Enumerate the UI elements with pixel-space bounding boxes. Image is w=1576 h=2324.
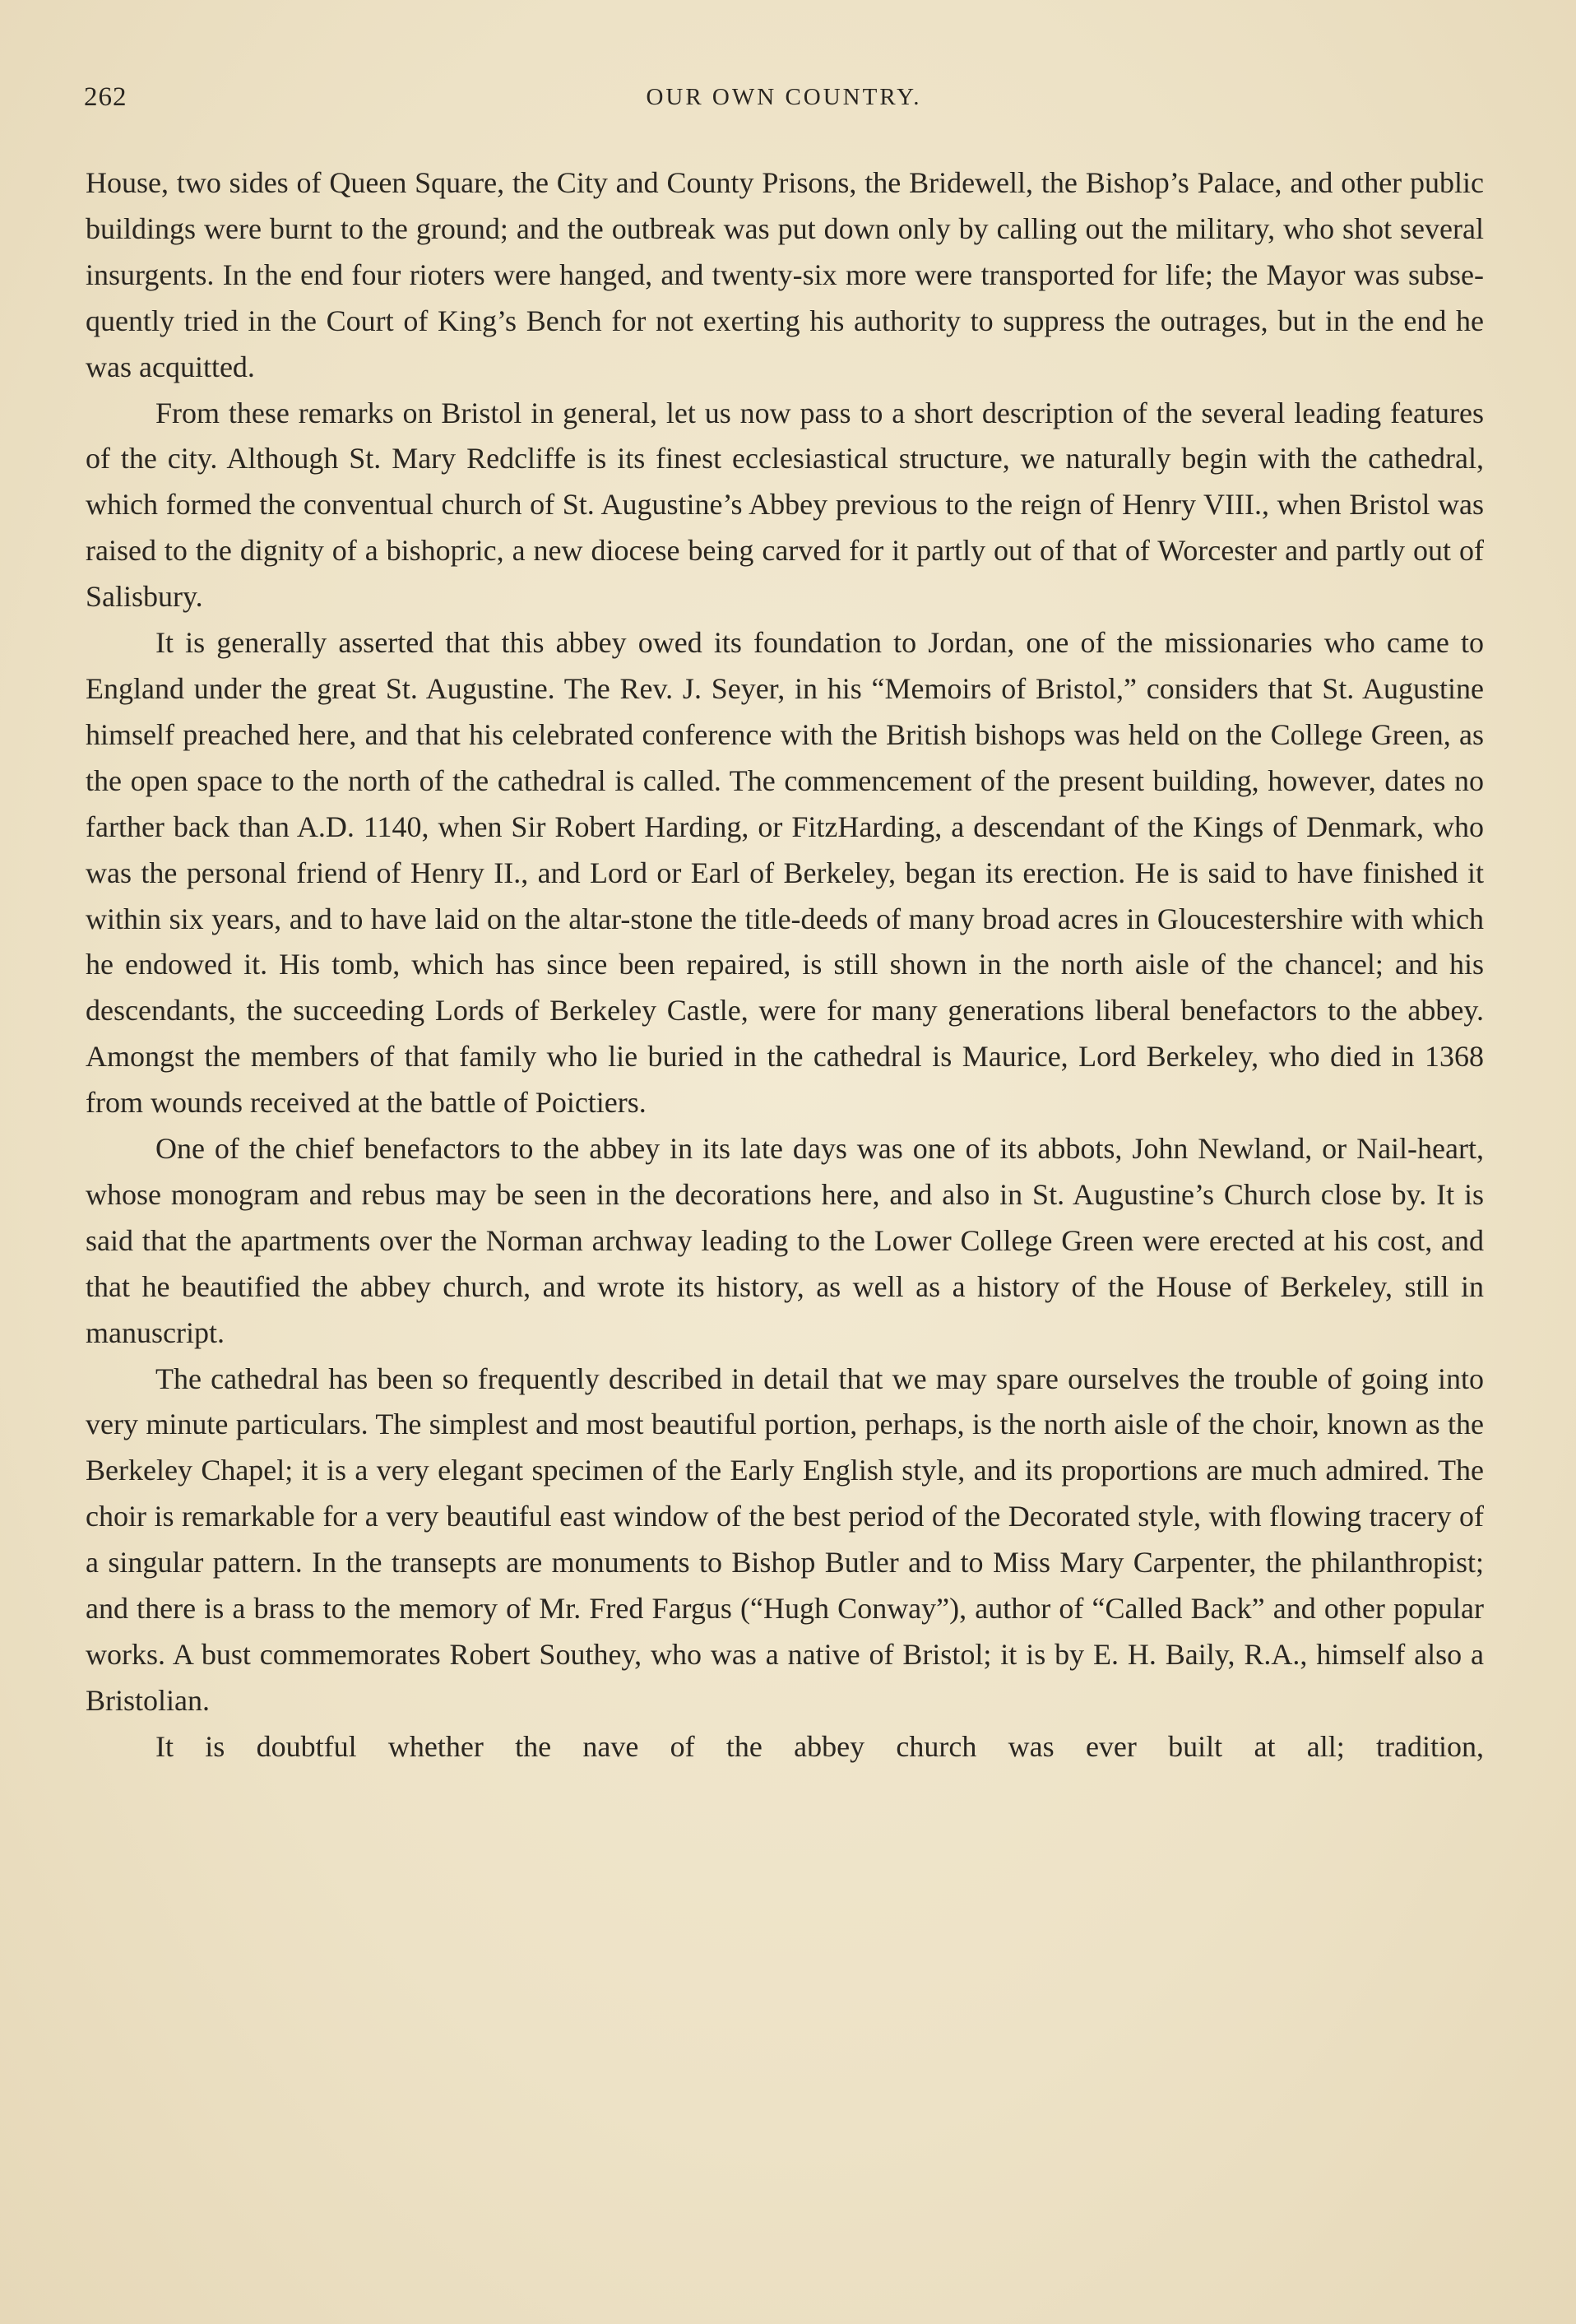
paragraph: One of the chief benefactors to the abbey in its late days was one of its abbots, John Newland, or Nail-heart, whose monogram and rebus may be seen in the decorations here, and also in St. Augustine’s Church close by. It is said that the apartments over the Norman archway leading to the Lower College Green were erected at his cost, and that he beautified the abbey church, and wrote its history, as well as a history of the House of Berkeley, still in manuscript. xyxy=(86,1132,1484,1349)
body-text xyxy=(86,160,1484,1770)
paragraph: From these remarks on Bristol in general, let us now pass to a short description of the several leading features of the city. Although St. Mary Redcliffe is its finest ecclesiastical structure, we naturally begin with the cathedral, which formed the conventual church of St. Augustine’s Abbey previous to the reign of Henry VIII., when Bristol was raised to the dignity of a bishopric, a new diocese being carved for it partly out of that of Worcester and partly out of Salisbury. xyxy=(86,396,1484,614)
paragraph: The cathedral has been so frequently described in detail that we may spare ourselves the trouble of going into very minute particulars. The simplest and most beautiful portion, perhaps, is the north aisle of the choir, known as the Berkeley Chapel; it is a very elegant specimen of the Early English style, and its proportions are much admired. The choir is remarkable for a very beautiful east window of the best period of the Decorated style, with flowing tracery of a singular pattern. In the transepts are monuments to Bishop Butler and to Miss Mary Carpenter, the philanthropist; and there is a brass to the memory of Mr. Fred Fargus (“Hugh Conway”), author of “Called Back” and other popular works. A bust commemorates Robert Southey, who was a native of Bristol; it is by E. H. Baily, R.A., himself also a Bristolian. xyxy=(86,1361,1484,1717)
running-title: OUR OWN COUNTRY. xyxy=(646,84,922,110)
paragraph: House, two sides of Queen Square, the City and County Prisons, the Bridewell, the Bishop’s Palace, and other public buildings were burnt to the ground; and the outbreak was put down only by calling out the military, who shot several insurgents. In the end four rioters were hanged, and twenty-six more were transported for life; the Mayor was subsequently tried in the Court of King’s Bench for not exerting his authority to suppress the outrages, but in the end he was acquitted. xyxy=(86,166,1484,383)
paragraph: It is doubtful whether the nave of the abbey church was ever built at all; tradition, xyxy=(155,1729,1484,1763)
page-header xyxy=(84,82,1484,132)
page-number: 262 xyxy=(84,82,127,112)
paragraph: It is generally asserted that this abbey owed its foundation to Jordan, one of the missionaries who came to England under the great St. Augustine. The Rev. J. Seyer, in his “Memoirs of Bristol,” considers that St. Augustine himself preached here, and that his celebrated conference with the British bishops was held on the College Green, as the open space to the north of the cathedral is called. The commencement of the present building, however, dates no farther back than A.D. 1140, when Sir Robert Harding, or FitzHarding, a descendant of the Kings of Denmark, who was the personal friend of Henry II., and Lord or Earl of Berkeley, began its erection. He is said to have finished it within six years, and to have laid on the altar-stone the title-deeds of many broad acres in Gloucestershire with which he endowed it. His tomb, which has since been repaired, is still shown in the north aisle of the chancel; and his descendants, the succeeding Lords of Berkeley Castle, were for many generations liberal benefactors to the abbey. Amongst the members of that family who lie buried in the cathedral is Maurice, Lord Berkeley, who died in 1368 from wounds received at the battle of Poictiers. xyxy=(86,626,1484,1120)
